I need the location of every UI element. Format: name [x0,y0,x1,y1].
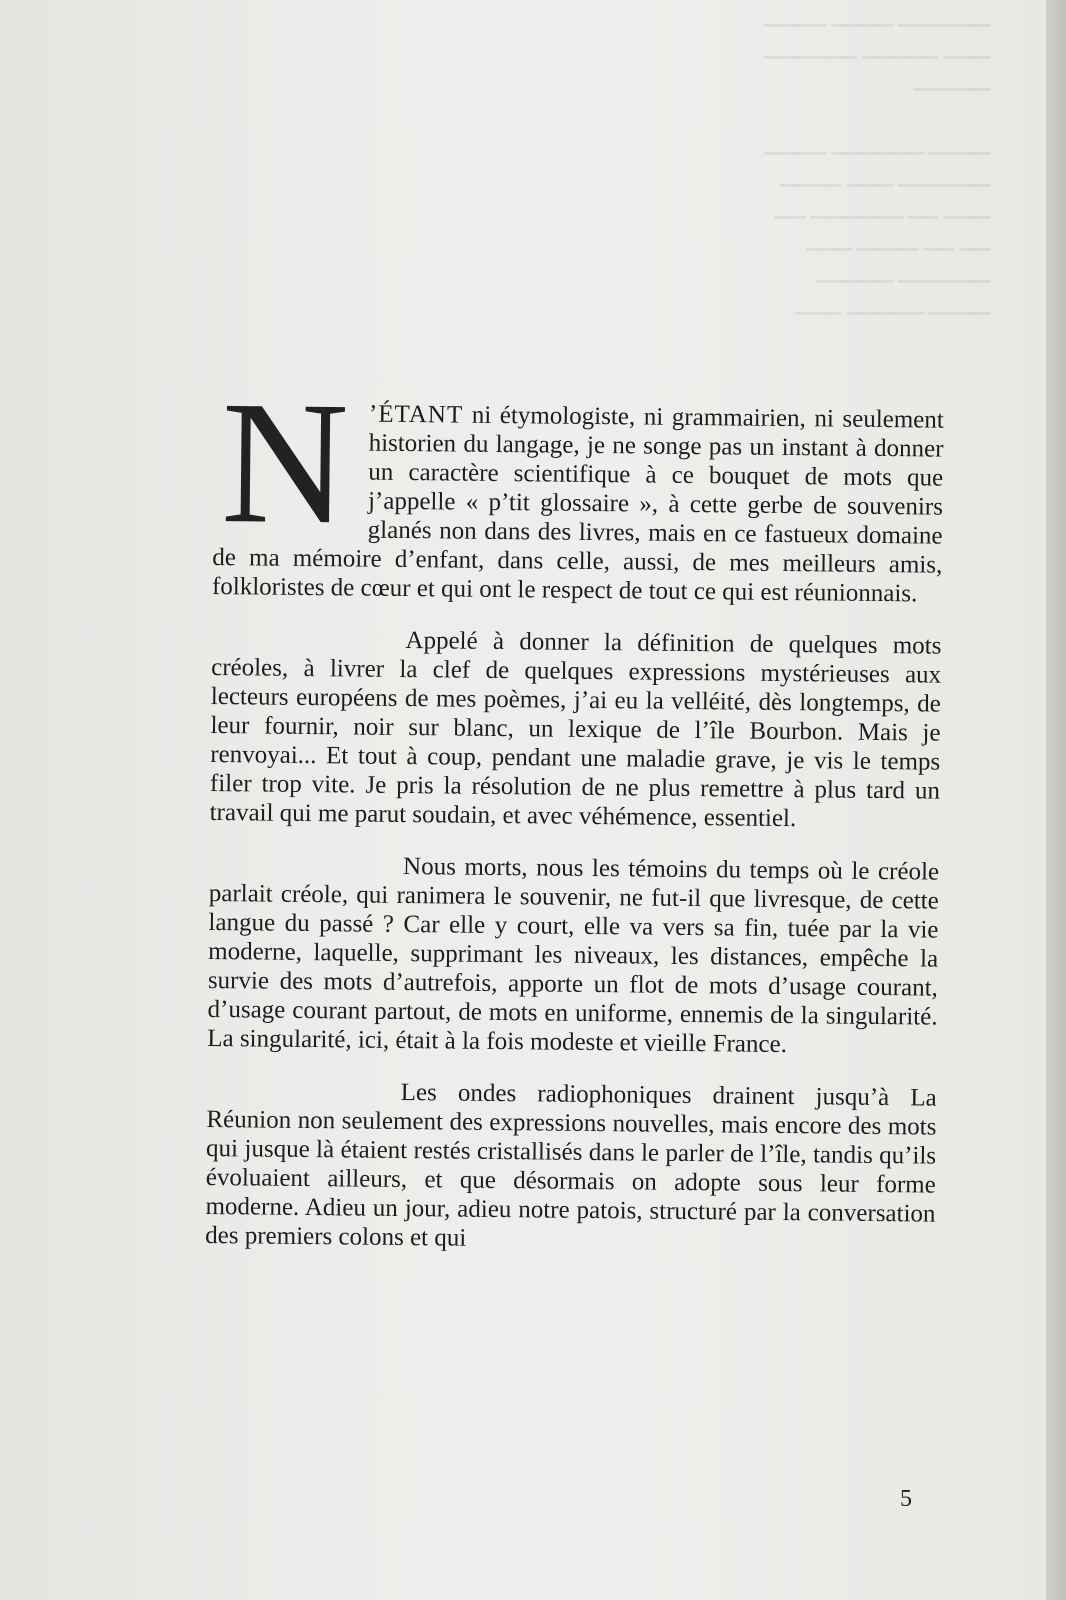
paragraph-3: Nous morts, nous les témoins du temps où le créole parlait créole, qui ranimera le souvenir, ne fut-il que livresque, de cette langue du passé ? Car elle y court, elle va vers sa fin, tuée par la vie moderne, laquelle, supprimant les niveaux, les distances, empêche la survie des mots d’autrefois, apporte un flot de mots d’usage courant, d’usage courant partout, de mots en uniforme, ennemis de la singularité. La singularité, ici, était à la fois modeste et vieille France. [207,853,940,1059]
paragraph-2: Appelé à donner la définition de quelques mots créoles, à livrer la clef de quelques expressions mystérieuses aux lecteurs européens de mes poèmes, j’ai eu la velléité, dès longtemps, de leur fournir, noir sur blanc, un lexique de l’île Bourbon. Mais je renvoyai... Et tout à coup, pendant une maladie grave, je vis le temps filer trop vite. Je pris la résolution de ne plus remettre à plus tard un travail qui me parut soudain, et avec véhémence, essentiel. [209,627,942,833]
page-number: 5 [900,1486,912,1512]
show-through-text: ▁▁▁▁▁▁ ▁▁▁▁ ▁▁▁▁ ▁▁▁ ▁▁▁▁▁ ▁▁▁▁▁▁ ▁▁▁▁▁ ▁▁▁▁ ▁▁▁▁▁▁ ▁▁▁▁ ▁▁▁▁▁▁ ▁▁▁ ▁▁▁▁ ▁▁▁ ▁▁ ▁▁▁▁▁▁ ▁▁ ▁▁ ▁▁ ▁▁▁▁ ▁▁▁ ▁▁▁▁▁▁ ▁▁▁▁▁ ▁▁▁▁ ▁▁▁▁▁ ▁▁▁ [764,5,990,315]
body-text [205,365,944,1258]
paragraph-1-text: ni étymologiste, ni grammairien, ni seulement historien du langage, je ne songe pas un instant à donner un caractère scientifique à ce bouquet de mots que j’appelle « p’tit glossaire », à cette gerbe de souvenirs glanés non dans des livres, mais en ce fastueux domaine de ma mémoire d’enfant, dans celle, aussi, de mes meilleurs amis, folkloristes de cœur et qui ont le respect de tout ce qui est réunionnais. [211,401,944,608]
drop-cap: N [220,365,350,562]
paragraph-4: Les ondes radiophoniques drainent jusqu’à La Réunion non seulement des expressions nouvelles, mais encore des mots qui jusque là étaient restés cristallisés dans le parler de l’île, tandis qu’ils évoluaient ailleurs, et que désormais on adopte sous leur forme moderne. Adieu un jour, adieu notre patois, structuré par la conversation des premiers colons et qui [205,1078,937,1252]
first-word: ’ÉTANT [368,400,464,429]
page-edge [1046,0,1066,1600]
paragraph-1 [211,365,944,609]
